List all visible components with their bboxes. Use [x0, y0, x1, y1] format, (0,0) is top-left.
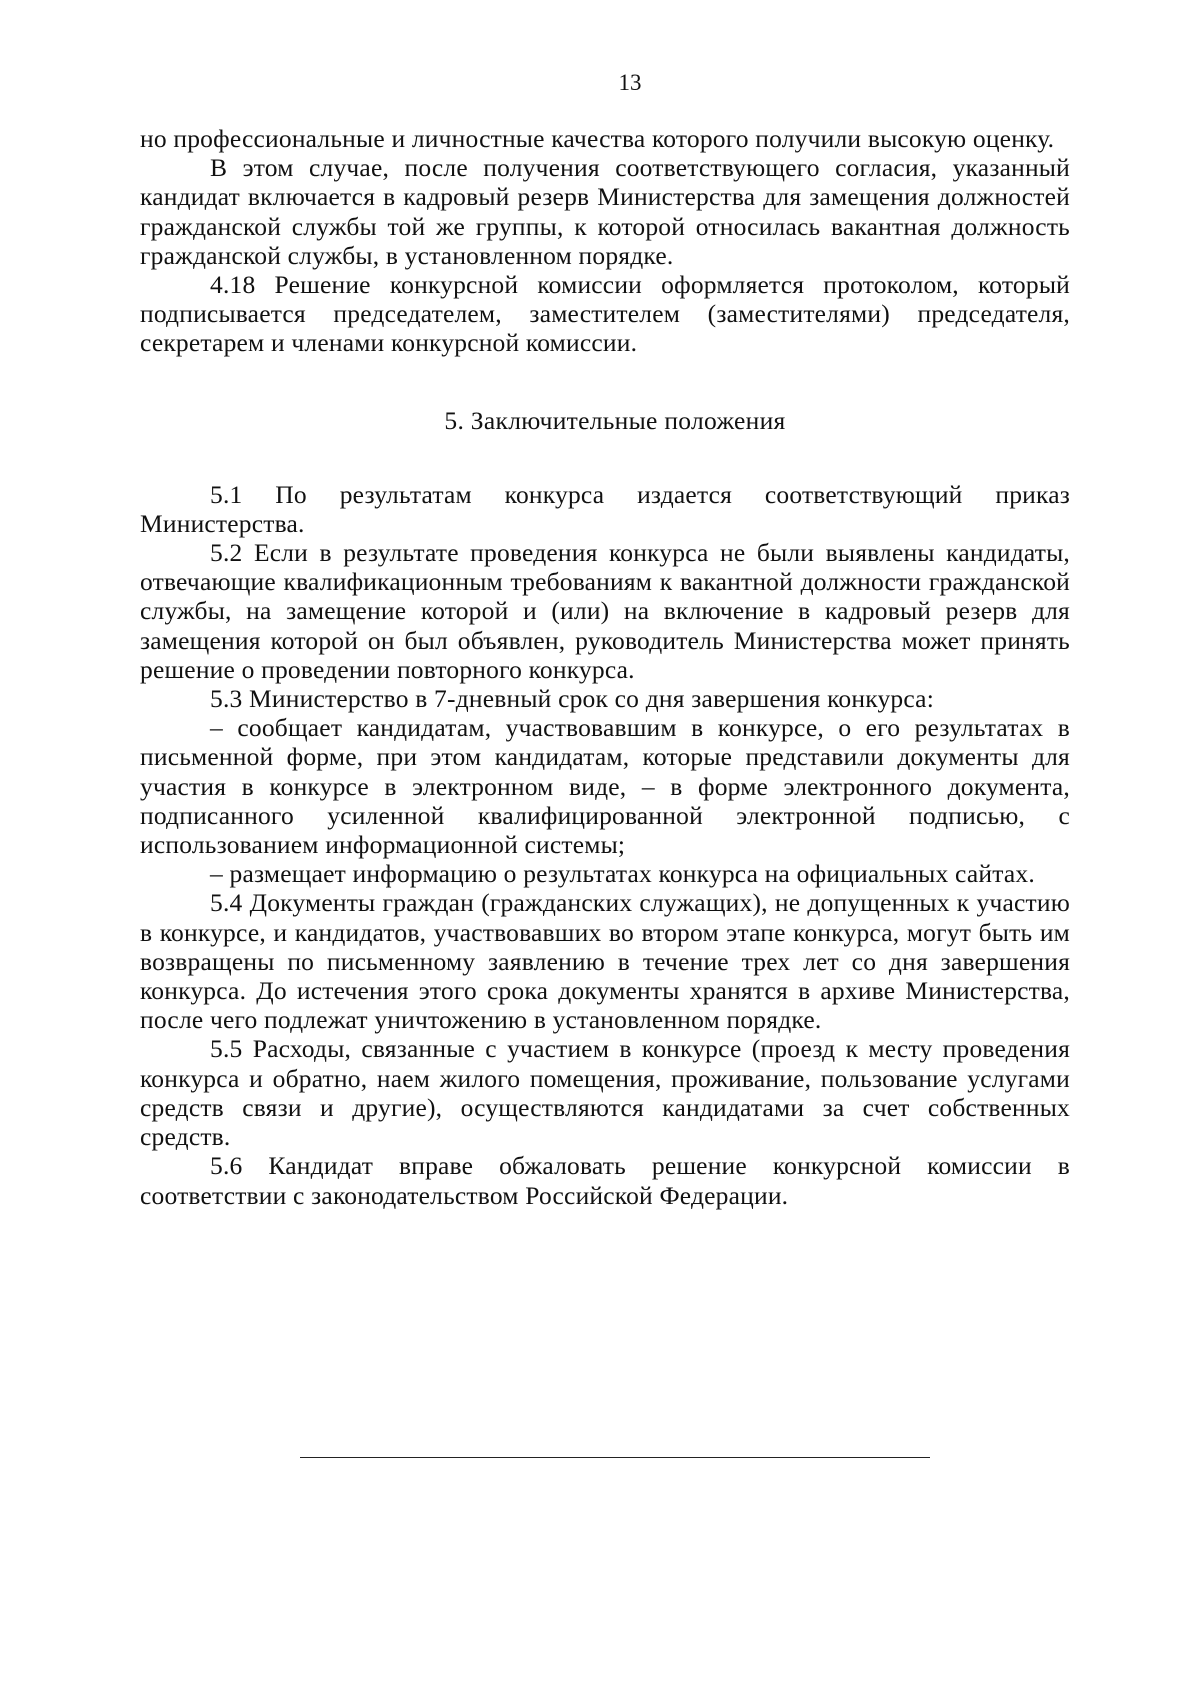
paragraph-5-6: 5.6 Кандидат вправе обжаловать решение конкурсной комиссии в соответствии с законодательством Российской Федерации. [140, 1151, 1070, 1210]
page-number: 13 [618, 70, 642, 95]
paragraph-5-3: 5.3 Министерство в 7-дневный срок со дня завершения конкурса: [210, 684, 934, 714]
paragraph-4-18: 4.18 Решение конкурсной комиссии оформляется протоколом, который подписывается председателем, заместителем (заместителями) председателя, секретарем и членами конкурсной комиссии. [140, 270, 1070, 358]
end-rule [300, 1457, 930, 1458]
paragraph-5-4: 5.4 Документы граждан (гражданских служащих), не допущенных к участию в конкурсе, и кандидатов, участвовавших во втором этапе конкурса, могут быть им возвращены по письменному заявлению в течение трех лет со дня завершения конкурса. До истечения этого срока документы хранятся в архиве Министерства, после чего подлежат уничтожению в установленном порядке. [140, 888, 1070, 1035]
paragraph-continuation: но профессиональные и личностные качества которого получили высокую оценку. [140, 124, 1055, 153]
paragraph-5-1: 5.1 По результатам конкурса издается соответствующий приказ Министерства. [140, 479, 1070, 538]
list-item-publish: – размещает информацию о результатах конкурса на официальных сайтах. [210, 859, 1035, 889]
list-item-notify: – сообщает кандидатам, участвовавшим в конкурсе, о его результатах в письменной форме, при этом кандидатам, которые представили документы для участия в конкурсе в электронном виде, – в форме электронного документа, подписанного усиленной квалифицированной электронной подписью, с использованием информационной системы; [140, 713, 1070, 860]
paragraph-5-5: 5.5 Расходы, связанные с участием в конкурсе (проезд к месту проведения конкурса и обратно, наем жилого помещения, проживание, пользование услугами средств связи и другие), осуществляются кандидатами за счет собственных средств. [140, 1034, 1070, 1152]
section-title: 5. Заключительные положения [444, 405, 786, 435]
paragraph-5-2: 5.2 Если в результате проведения конкурса не были выявлены кандидаты, отвечающие квалификационным требованиям к вакантной должности гражданской службы, на замещение которой и (или) на включение в кадровый резерв для замещения которой он был объявлен, руководитель Министерства может принять решение о проведении повторного конкурса. [140, 538, 1070, 684]
paragraph-reserve-case: В этом случае, после получения соответствующего согласия, указанный кандидат включается в кадровый резерв Министерства для замещения должностей гражданской службы той же группы, к которой относилась вакантная должность гражданской службы, в установленном порядке. [140, 153, 1070, 270]
